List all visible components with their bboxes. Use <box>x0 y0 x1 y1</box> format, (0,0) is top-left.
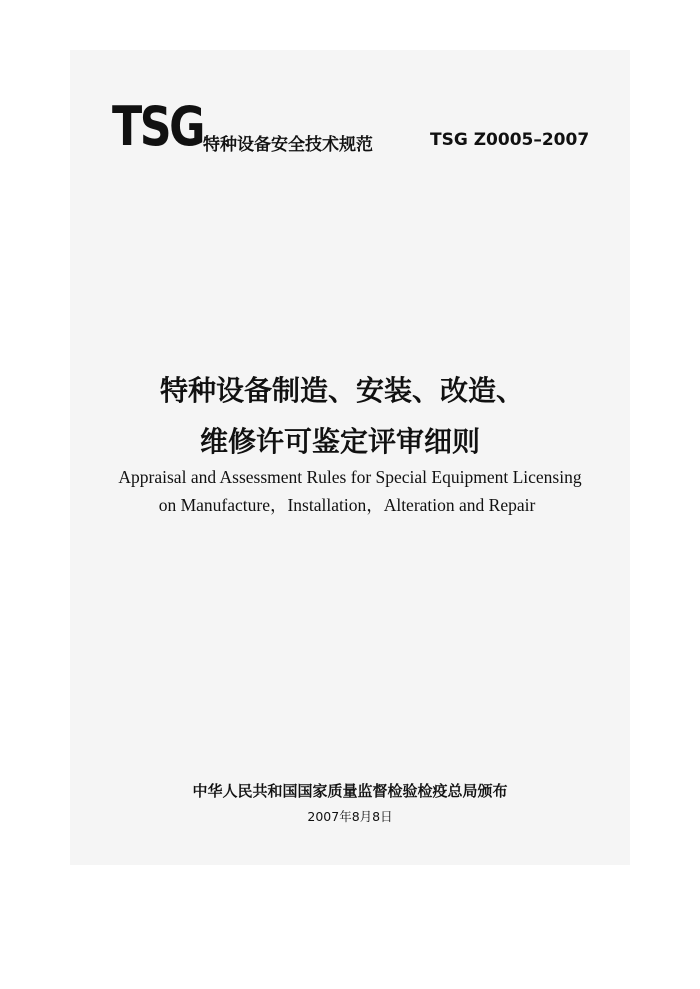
title-english-line1: Appraisal and Assessment Rules for Special Equipment Licensing <box>118 467 582 487</box>
title-chinese-line1: 特种设备制造、安装、改造、 <box>159 374 524 407</box>
tsg-logo: TSG <box>112 95 204 158</box>
standard-code: TSG Z0005–2007 <box>430 130 590 150</box>
issue-date: 2007年8月8日 <box>307 809 393 824</box>
issuer: 中华人民共和国国家质量监督检验检疫总局颁布 <box>192 782 508 800</box>
series-name: 特种设备安全技术规范 <box>203 135 373 155</box>
title-chinese-line2: 维修许可鉴定评审细则 <box>199 425 480 458</box>
title-english-line2: on Manufacture，Installation，Alteration and Repair <box>158 495 536 515</box>
